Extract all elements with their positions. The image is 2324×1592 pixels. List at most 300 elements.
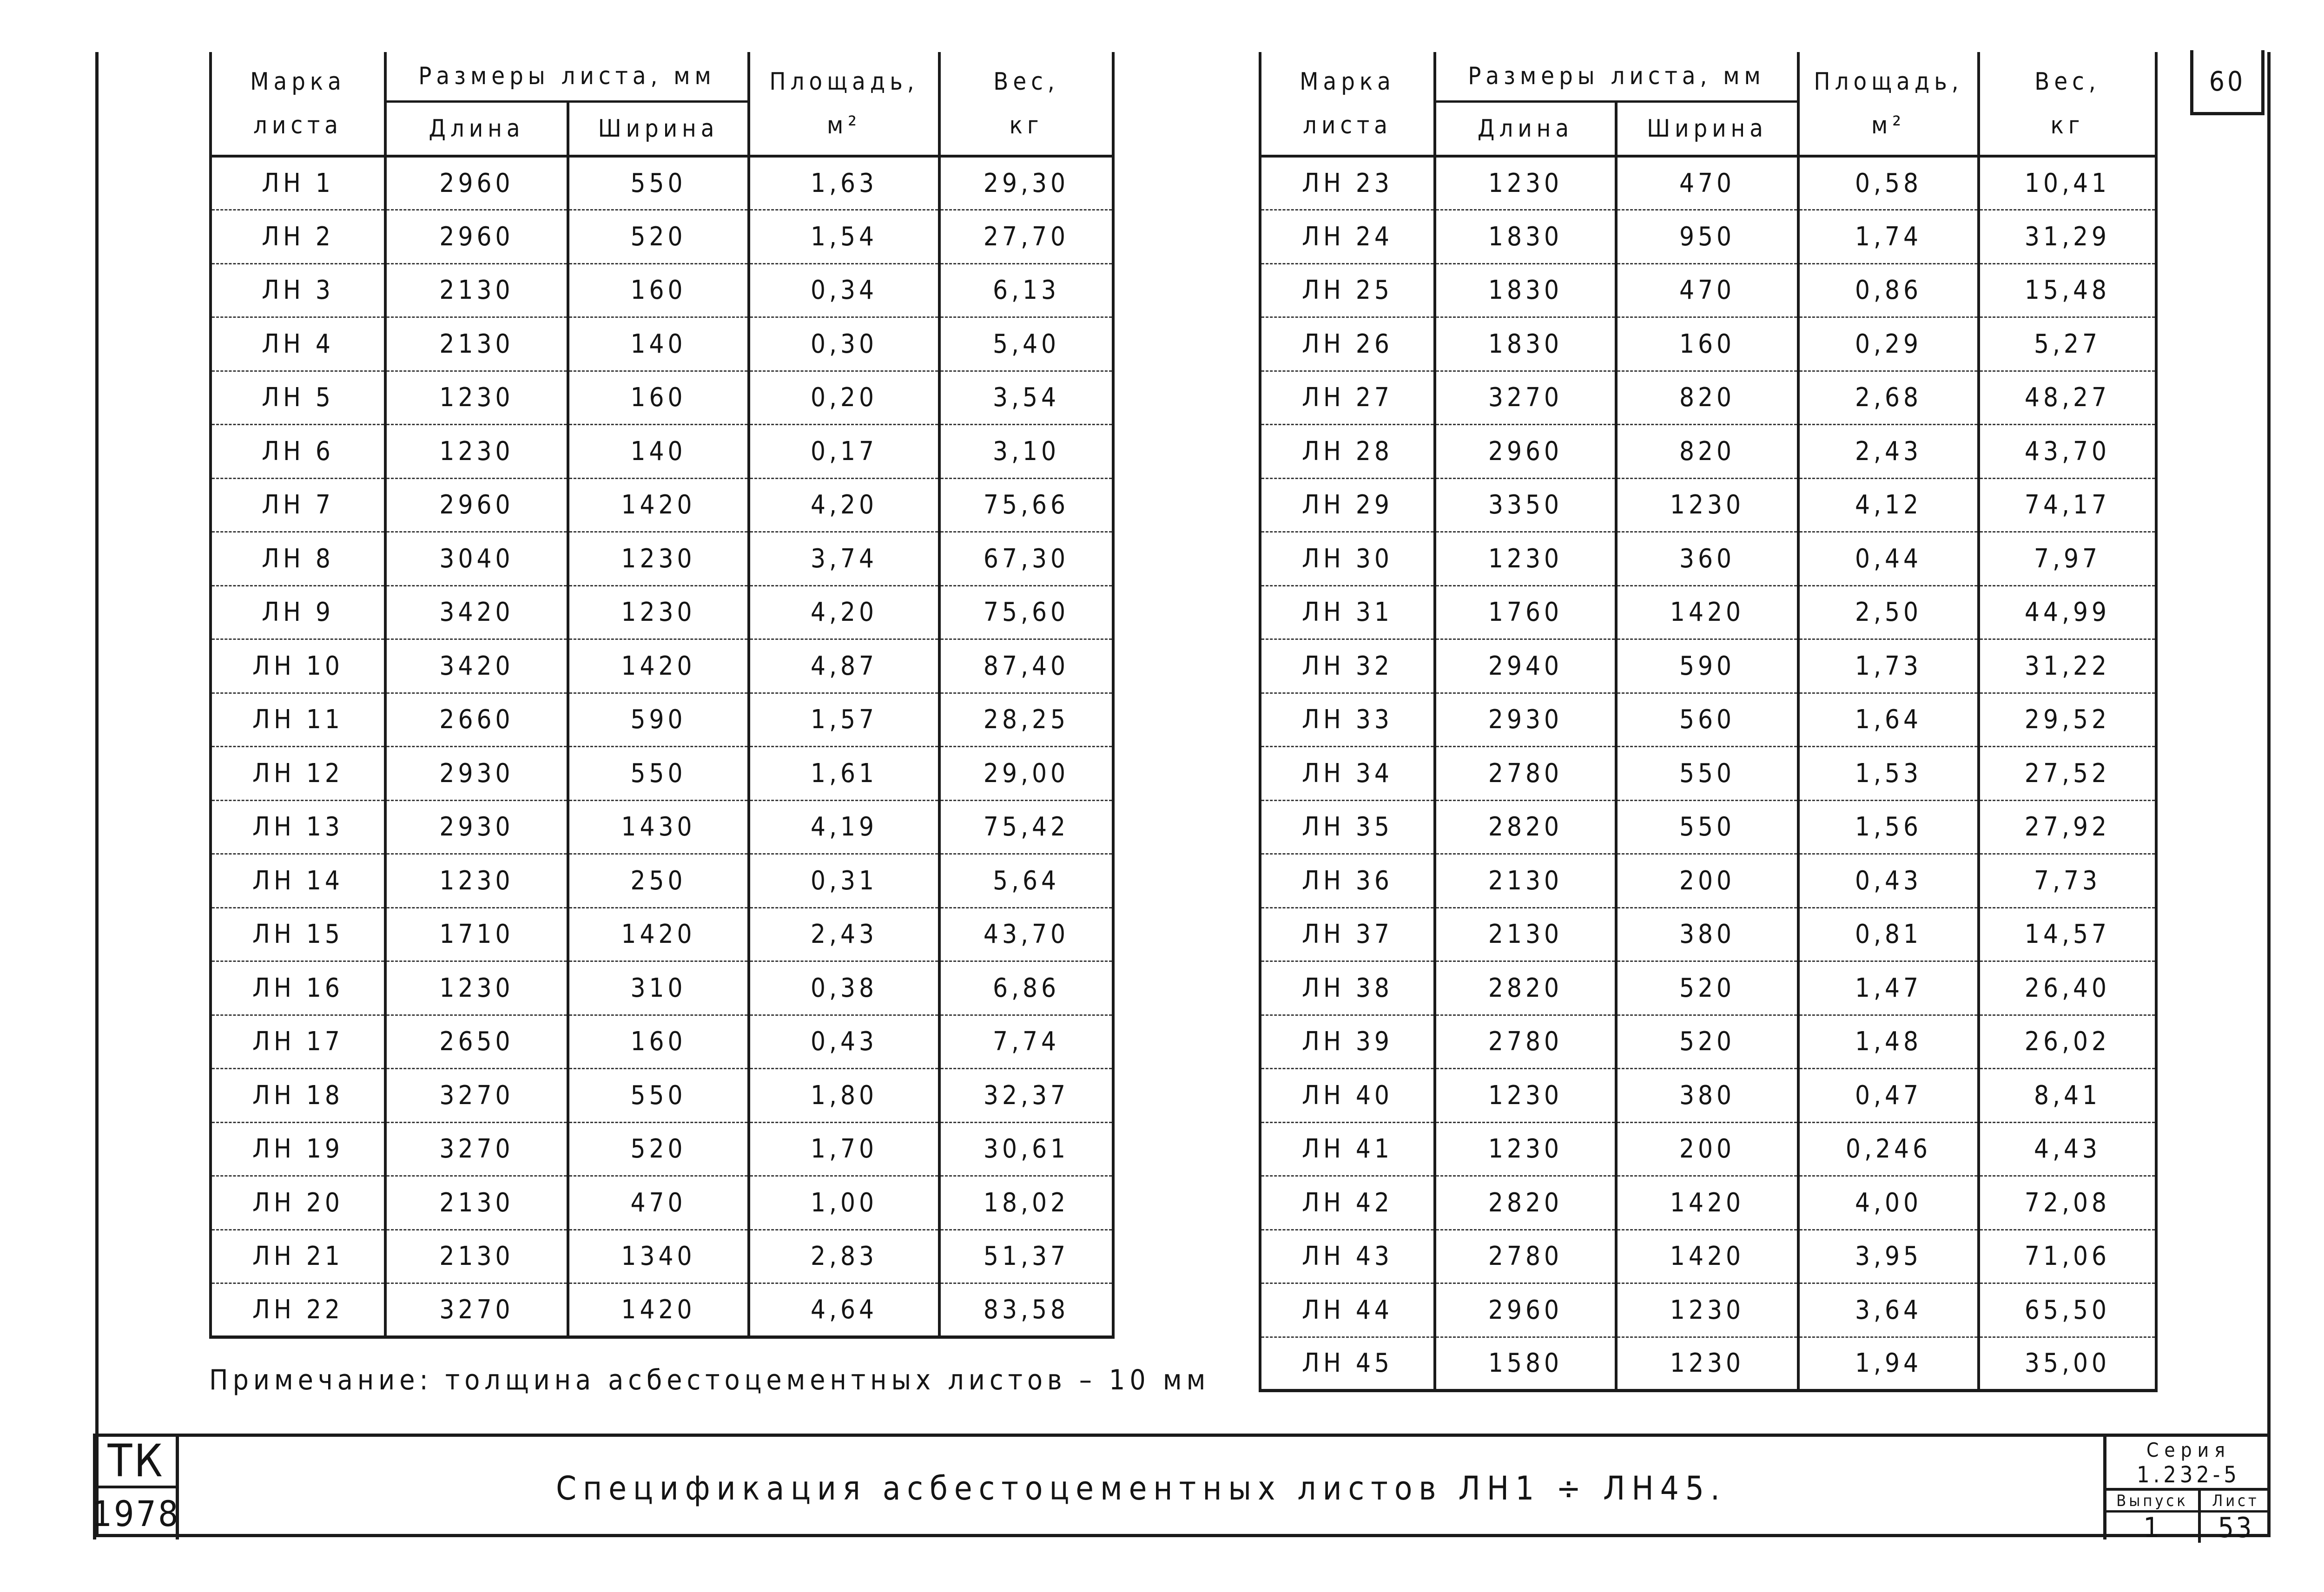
cell-length: 2130 — [385, 263, 568, 317]
cell-area: 2,43 — [1798, 425, 1979, 479]
cell-mark: ЛН 32 — [1260, 639, 1435, 693]
cell-area: 1,57 — [749, 693, 939, 747]
cell-width: 380 — [1616, 908, 1798, 961]
cell-mark: ЛН 16 — [211, 961, 385, 1015]
sheet-value: 53 — [2218, 1512, 2254, 1544]
header-weight-line1: Вес, — [2034, 67, 2100, 96]
cell-weight: 15,48 — [1979, 263, 2156, 317]
table-row — [1260, 210, 2156, 264]
cell-mark: ЛН 40 — [1260, 1069, 1435, 1123]
cell-length: 2930 — [1435, 693, 1616, 747]
cell-mark: ЛН 41 — [1260, 1122, 1435, 1176]
cell-weight: 5,27 — [1979, 317, 2156, 371]
cell-weight: 6,86 — [939, 961, 1113, 1015]
cell-length: 2960 — [385, 478, 568, 532]
cell-mark: ЛН 25 — [1260, 263, 1435, 317]
spec-table-left — [209, 52, 1115, 1339]
cell-weight: 3,10 — [939, 425, 1113, 479]
cell-width: 560 — [1616, 693, 1798, 747]
cell-mark: ЛН 30 — [1260, 532, 1435, 586]
cell-area: 0,246 — [1798, 1122, 1979, 1176]
sheet-label: Лист — [2201, 1491, 2271, 1513]
cell-width: 200 — [1616, 854, 1798, 908]
cell-mark: ЛН 2 — [211, 210, 385, 264]
table-row — [211, 1230, 1113, 1283]
cell-mark: ЛН 10 — [211, 639, 385, 693]
cell-length: 2930 — [385, 747, 568, 801]
cell-mark: ЛН 23 — [1260, 156, 1435, 210]
table-row — [1260, 1337, 2156, 1391]
cell-area: 4,19 — [749, 800, 939, 854]
cell-area: 4,00 — [1798, 1176, 1979, 1230]
table-row — [1260, 317, 2156, 371]
cell-width: 1420 — [1616, 1230, 1798, 1283]
cell-weight: 5,40 — [939, 317, 1113, 371]
cell-weight: 72,08 — [1979, 1176, 2156, 1230]
cell-weight: 75,66 — [939, 478, 1113, 532]
table-row — [1260, 639, 2156, 693]
header-width: Ширина — [1616, 101, 1798, 156]
header-weight-line2: кг — [1009, 111, 1043, 139]
cell-area: 0,31 — [749, 854, 939, 908]
cell-area: 1,64 — [1798, 693, 1979, 747]
table-row — [211, 639, 1113, 693]
cell-weight: 30,61 — [939, 1122, 1113, 1176]
cell-weight: 74,17 — [1979, 478, 2156, 532]
cell-length: 1710 — [385, 908, 568, 961]
cell-weight: 14,57 — [1979, 908, 2156, 961]
header-area — [749, 52, 939, 156]
cell-area: 1,63 — [749, 156, 939, 210]
cell-weight: 43,70 — [939, 908, 1113, 961]
cell-area: 3,64 — [1798, 1283, 1979, 1337]
cell-weight: 3,54 — [939, 371, 1113, 425]
cell-area: 0,17 — [749, 425, 939, 479]
tk-year: 1978 — [92, 1493, 180, 1535]
cell-mark: ЛН 21 — [211, 1230, 385, 1283]
cell-width: 520 — [1616, 961, 1798, 1015]
header-mark-line1: Марка — [250, 67, 346, 96]
cell-weight: 75,60 — [939, 585, 1113, 639]
cell-width: 140 — [568, 317, 749, 371]
cell-weight: 18,02 — [939, 1176, 1113, 1230]
cell-length: 2820 — [1435, 1176, 1616, 1230]
header-sizes: Размеры листа, мм — [1435, 52, 1798, 101]
cell-area: 1,47 — [1798, 961, 1979, 1015]
cell-weight: 67,30 — [939, 532, 1113, 586]
header-weight — [1979, 52, 2156, 156]
tk-stamp — [93, 1437, 179, 1539]
table-row — [211, 371, 1113, 425]
cell-mark: ЛН 12 — [211, 747, 385, 801]
header-sizes: Размеры листа, мм — [385, 52, 749, 101]
cell-mark: ЛН 35 — [1260, 800, 1435, 854]
header-mark — [1260, 52, 1435, 156]
table-row — [211, 854, 1113, 908]
header-mark — [211, 52, 385, 156]
table-row — [1260, 747, 2156, 801]
cell-length: 2960 — [1435, 1283, 1616, 1337]
cell-width: 820 — [1616, 425, 1798, 479]
cell-width: 550 — [568, 156, 749, 210]
table-row — [1260, 371, 2156, 425]
issue-label: Выпуск — [2106, 1491, 2198, 1513]
thickness-note: Примечание: толщина асбестоцементных листов – 10 мм — [209, 1364, 1210, 1396]
cell-length: 3270 — [385, 1122, 568, 1176]
series-label: Серия — [2146, 1439, 2231, 1461]
cell-length: 2930 — [385, 800, 568, 854]
cell-length: 1230 — [1435, 156, 1616, 210]
table-row — [211, 800, 1113, 854]
cell-width: 470 — [1616, 156, 1798, 210]
cell-area: 1,74 — [1798, 210, 1979, 264]
title-block — [92, 1434, 2271, 1544]
header-area-line2: м² — [827, 111, 862, 139]
table-row — [211, 317, 1113, 371]
cell-weight: 26,40 — [1979, 961, 2156, 1015]
header-length: Длина — [385, 101, 568, 156]
cell-length: 1830 — [1435, 263, 1616, 317]
cell-weight: 83,58 — [939, 1283, 1113, 1337]
issue-value: 1 — [2143, 1512, 2161, 1544]
cell-area: 1,80 — [749, 1069, 939, 1123]
cell-mark: ЛН 27 — [1260, 371, 1435, 425]
header-width: Ширина — [568, 101, 749, 156]
cell-length: 2940 — [1435, 639, 1616, 693]
tk-label: ТК — [96, 1437, 176, 1488]
cell-area: 0,43 — [749, 1015, 939, 1069]
cell-area: 4,20 — [749, 585, 939, 639]
cell-area: 2,83 — [749, 1230, 939, 1283]
cell-area: 0,29 — [1798, 317, 1979, 371]
cell-length: 2960 — [385, 156, 568, 210]
cell-width: 520 — [1616, 1015, 1798, 1069]
cell-weight: 43,70 — [1979, 425, 2156, 479]
cell-area: 0,38 — [749, 961, 939, 1015]
cell-weight: 5,64 — [939, 854, 1113, 908]
cell-width: 1230 — [1616, 478, 1798, 532]
cell-mark: ЛН 18 — [211, 1069, 385, 1123]
cell-area: 0,44 — [1798, 532, 1979, 586]
cell-length: 1230 — [1435, 532, 1616, 586]
cell-mark: ЛН 13 — [211, 800, 385, 854]
table-row — [211, 961, 1113, 1015]
cell-mark: ЛН 29 — [1260, 478, 1435, 532]
cell-mark: ЛН 20 — [211, 1176, 385, 1230]
series-cell — [2103, 1437, 2271, 1544]
header-area-line1: Площадь, — [769, 67, 919, 96]
table-row — [211, 1069, 1113, 1123]
cell-width: 1420 — [568, 1283, 749, 1337]
cell-area: 0,43 — [1798, 854, 1979, 908]
cell-length: 1230 — [385, 961, 568, 1015]
cell-length: 1230 — [1435, 1122, 1616, 1176]
cell-mark: ЛН 33 — [1260, 693, 1435, 747]
cell-length: 2130 — [1435, 908, 1616, 961]
cell-weight: 31,29 — [1979, 210, 2156, 264]
cell-area: 3,95 — [1798, 1230, 1979, 1283]
cell-weight: 7,74 — [939, 1015, 1113, 1069]
table-row — [1260, 585, 2156, 639]
cell-area: 0,81 — [1798, 908, 1979, 961]
cell-length: 2130 — [385, 1176, 568, 1230]
cell-mark: ЛН 9 — [211, 585, 385, 639]
cell-area: 4,20 — [749, 478, 939, 532]
cell-mark: ЛН 44 — [1260, 1283, 1435, 1337]
cell-weight: 26,02 — [1979, 1015, 2156, 1069]
cell-area: 1,70 — [749, 1122, 939, 1176]
cell-weight: 27,92 — [1979, 800, 2156, 854]
cell-length: 3350 — [1435, 478, 1616, 532]
cell-width: 1230 — [1616, 1283, 1798, 1337]
cell-weight: 32,37 — [939, 1069, 1113, 1123]
cell-width: 470 — [568, 1176, 749, 1230]
header-area — [1798, 52, 1979, 156]
cell-length: 1580 — [1435, 1337, 1616, 1391]
table-row — [1260, 1176, 2156, 1230]
cell-mark: ЛН 19 — [211, 1122, 385, 1176]
table-row — [1260, 425, 2156, 479]
cell-width: 520 — [568, 210, 749, 264]
cell-weight: 29,52 — [1979, 693, 2156, 747]
cell-width: 140 — [568, 425, 749, 479]
table-row — [211, 210, 1113, 264]
cell-width: 200 — [1616, 1122, 1798, 1176]
table-row — [211, 585, 1113, 639]
cell-width: 550 — [1616, 747, 1798, 801]
table-row — [1260, 693, 2156, 747]
table-row — [211, 747, 1113, 801]
cell-width: 1420 — [568, 639, 749, 693]
table-row — [211, 1176, 1113, 1230]
spec-table-right — [1259, 52, 2158, 1392]
cell-weight: 28,25 — [939, 693, 1113, 747]
table-row — [1260, 800, 2156, 854]
header-mark-line1: Марка — [1300, 67, 1395, 96]
cell-width: 1420 — [1616, 585, 1798, 639]
cell-weight: 48,27 — [1979, 371, 2156, 425]
table-row — [211, 1015, 1113, 1069]
cell-mark: ЛН 36 — [1260, 854, 1435, 908]
cell-mark: ЛН 5 — [211, 371, 385, 425]
cell-mark: ЛН 42 — [1260, 1176, 1435, 1230]
cell-width: 470 — [1616, 263, 1798, 317]
cell-weight: 27,52 — [1979, 747, 2156, 801]
table-row — [211, 263, 1113, 317]
series-value: 1.232-5 — [2106, 1462, 2271, 1491]
cell-length: 3420 — [385, 639, 568, 693]
cell-area: 1,48 — [1798, 1015, 1979, 1069]
cell-area: 1,00 — [749, 1176, 939, 1230]
issue-sheet-row — [2106, 1491, 2271, 1543]
cell-weight: 6,13 — [939, 263, 1113, 317]
cell-area: 1,56 — [1798, 800, 1979, 854]
header-weight — [939, 52, 1113, 156]
cell-weight: 44,99 — [1979, 585, 2156, 639]
cell-length: 1830 — [1435, 317, 1616, 371]
cell-mark: ЛН 34 — [1260, 747, 1435, 801]
cell-width: 360 — [1616, 532, 1798, 586]
cell-mark: ЛН 6 — [211, 425, 385, 479]
cell-length: 2820 — [1435, 961, 1616, 1015]
cell-mark: ЛН 17 — [211, 1015, 385, 1069]
cell-width: 590 — [568, 693, 749, 747]
cell-area: 4,87 — [749, 639, 939, 693]
cell-area: 0,58 — [1798, 156, 1979, 210]
cell-mark: ЛН 39 — [1260, 1015, 1435, 1069]
cell-length: 1230 — [385, 425, 568, 479]
cell-width: 1230 — [568, 532, 749, 586]
cell-weight: 75,42 — [939, 800, 1113, 854]
cell-weight: 65,50 — [1979, 1283, 2156, 1337]
cell-area: 0,34 — [749, 263, 939, 317]
header-area-line1: Площадь, — [1814, 67, 1963, 96]
cell-area: 4,12 — [1798, 478, 1979, 532]
issue-cell — [2106, 1491, 2201, 1543]
cell-area: 4,64 — [749, 1283, 939, 1337]
cell-width: 1340 — [568, 1230, 749, 1283]
document-title: Спецификация асбестоцементных листов ЛН1 ÷ ЛН45. — [556, 1469, 1726, 1507]
cell-mark: ЛН 8 — [211, 532, 385, 586]
cell-area: 3,74 — [749, 532, 939, 586]
cell-length: 2960 — [1435, 425, 1616, 479]
table-row — [1260, 1015, 2156, 1069]
table-row — [211, 693, 1113, 747]
cell-area: 0,86 — [1798, 263, 1979, 317]
header-mark-line2: листа — [253, 111, 343, 139]
cell-width: 1420 — [568, 908, 749, 961]
cell-length: 1230 — [1435, 1069, 1616, 1123]
cell-weight: 4,43 — [1979, 1122, 2156, 1176]
cell-length: 1230 — [385, 854, 568, 908]
cell-mark: ЛН 4 — [211, 317, 385, 371]
cell-length: 3270 — [385, 1283, 568, 1337]
cell-weight: 7,73 — [1979, 854, 2156, 908]
cell-weight: 35,00 — [1979, 1337, 2156, 1391]
cell-length: 1760 — [1435, 585, 1616, 639]
cell-length: 2780 — [1435, 1015, 1616, 1069]
cell-mark: ЛН 28 — [1260, 425, 1435, 479]
cell-width: 1420 — [568, 478, 749, 532]
cell-area: 0,20 — [749, 371, 939, 425]
cell-length: 1230 — [385, 371, 568, 425]
cell-width: 1230 — [1616, 1337, 1798, 1391]
cell-weight: 29,30 — [939, 156, 1113, 210]
cell-length: 3270 — [1435, 371, 1616, 425]
cell-mark: ЛН 7 — [211, 478, 385, 532]
cell-mark: ЛН 3 — [211, 263, 385, 317]
cell-mark: ЛН 15 — [211, 908, 385, 961]
cell-area: 2,68 — [1798, 371, 1979, 425]
table-row — [211, 425, 1113, 479]
cell-length: 1830 — [1435, 210, 1616, 264]
table-row — [1260, 1069, 2156, 1123]
cell-mark: ЛН 38 — [1260, 961, 1435, 1015]
cell-area: 2,43 — [749, 908, 939, 961]
cell-area: 0,47 — [1798, 1069, 1979, 1123]
cell-area: 1,61 — [749, 747, 939, 801]
cell-weight: 51,37 — [939, 1230, 1113, 1283]
table-row — [1260, 1122, 2156, 1176]
cell-length: 3270 — [385, 1069, 568, 1123]
cell-weight: 71,06 — [1979, 1230, 2156, 1283]
cell-width: 950 — [1616, 210, 1798, 264]
cell-length: 2780 — [1435, 747, 1616, 801]
cell-width: 1430 — [568, 800, 749, 854]
table-row — [1260, 478, 2156, 532]
cell-length: 2960 — [385, 210, 568, 264]
cell-mark: ЛН 22 — [211, 1283, 385, 1337]
table-row — [211, 1283, 1113, 1337]
cell-length: 2780 — [1435, 1230, 1616, 1283]
cell-width: 160 — [568, 371, 749, 425]
page-number: 60 — [2190, 50, 2265, 115]
cell-length: 2820 — [1435, 800, 1616, 854]
cell-weight: 31,22 — [1979, 639, 2156, 693]
cell-width: 380 — [1616, 1069, 1798, 1123]
cell-width: 310 — [568, 961, 749, 1015]
cell-mark: ЛН 37 — [1260, 908, 1435, 961]
cell-width: 820 — [1616, 371, 1798, 425]
cell-weight: 27,70 — [939, 210, 1113, 264]
cell-area: 1,53 — [1798, 747, 1979, 801]
cell-weight: 7,97 — [1979, 532, 2156, 586]
cell-width: 520 — [568, 1122, 749, 1176]
cell-width: 160 — [1616, 317, 1798, 371]
table-row — [211, 1122, 1113, 1176]
cell-weight: 8,41 — [1979, 1069, 2156, 1123]
header-area-line2: м² — [1871, 111, 1906, 139]
cell-area: 1,54 — [749, 210, 939, 264]
header-weight-line2: кг — [2050, 111, 2085, 139]
header-length: Длина — [1435, 101, 1616, 156]
table-row — [211, 908, 1113, 961]
cell-length: 2130 — [1435, 854, 1616, 908]
table-row — [1260, 908, 2156, 961]
cell-width: 550 — [1616, 800, 1798, 854]
cell-weight: 10,41 — [1979, 156, 2156, 210]
cell-weight: 87,40 — [939, 639, 1113, 693]
cell-area: 2,50 — [1798, 585, 1979, 639]
cell-mark: ЛН 43 — [1260, 1230, 1435, 1283]
cell-length: 2130 — [385, 1230, 568, 1283]
table-row — [1260, 961, 2156, 1015]
cell-mark: ЛН 45 — [1260, 1337, 1435, 1391]
cell-width: 1420 — [1616, 1176, 1798, 1230]
cell-mark: ЛН 24 — [1260, 210, 1435, 264]
cell-mark: ЛН 14 — [211, 854, 385, 908]
cell-width: 160 — [568, 263, 749, 317]
table-row — [1260, 263, 2156, 317]
cell-length: 2130 — [385, 317, 568, 371]
cell-length: 2650 — [385, 1015, 568, 1069]
cell-width: 250 — [568, 854, 749, 908]
cell-mark: ЛН 31 — [1260, 585, 1435, 639]
table-row — [211, 156, 1113, 210]
table-row — [1260, 1230, 2156, 1283]
table-row — [1260, 156, 2156, 210]
table-row — [1260, 532, 2156, 586]
cell-width: 160 — [568, 1015, 749, 1069]
cell-length: 3420 — [385, 585, 568, 639]
cell-width: 1230 — [568, 585, 749, 639]
cell-mark: ЛН 11 — [211, 693, 385, 747]
header-weight-line1: Вес, — [993, 67, 1059, 96]
cell-width: 590 — [1616, 639, 1798, 693]
cell-weight: 29,00 — [939, 747, 1113, 801]
cell-length: 3040 — [385, 532, 568, 586]
cell-area: 0,30 — [749, 317, 939, 371]
